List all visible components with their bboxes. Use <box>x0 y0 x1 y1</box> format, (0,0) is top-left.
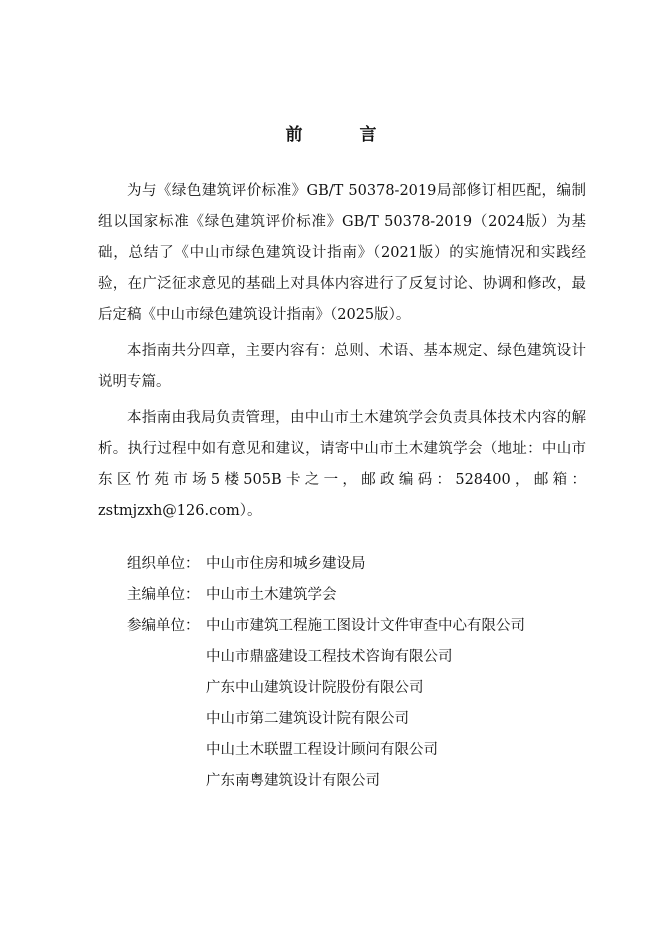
organizer-row <box>127 549 525 580</box>
participant-row <box>127 673 525 704</box>
paragraph-basis: 为与《绿色建筑评价标准》GB/T 50378-2019局部修订相匹配，编制组以国家标准《绿色建筑评价标准》GB/T 50378-2019（2024版）为基础，总结了《中山市绿色建筑设计指南》（2021版）的实施情况和实践经验，在广泛征求意见的基础上对具体内容进行了反复讨论、协调和修改，最后定稿《中山市绿色建筑设计指南》（2025版）。 <box>98 183 586 323</box>
participant-name: 广东南粤建筑设计有限公司 <box>206 773 380 789</box>
preface-body <box>98 176 586 532</box>
participant-row <box>127 611 525 642</box>
participant-name: 中山市第二建筑设计院有限公司 <box>206 711 409 727</box>
paragraph-management: 本指南由我局负责管理，由中山市土木建筑学会负责具体技术内容的解析。执行过程中如有意见和建议，请寄中山市土木建筑学会（地址：中山市东区竹苑市场5楼505B卡之一，邮政编码：528400，邮箱：zstmjzxh@126.com）。 <box>98 410 586 519</box>
organizer-label: 组织单位： <box>127 556 200 572</box>
participant-name: 中山市鼎盛建设工程技术咨询有限公司 <box>206 649 453 665</box>
units-list <box>127 549 525 797</box>
organizer-value: 中山市住房和城乡建设局 <box>206 556 366 572</box>
chief-editor-row <box>127 580 525 611</box>
paragraph-contents: 本指南共分四章，主要内容有：总则、术语、基本规定、绿色建筑设计说明专篇。 <box>98 343 586 390</box>
participant-name: 中山市建筑工程施工图设计文件审查中心有限公司 <box>206 618 525 634</box>
chief-editor-label: 主编单位： <box>127 587 200 603</box>
page-title: 前 言 <box>285 125 397 145</box>
participant-name: 广东中山建筑设计院股份有限公司 <box>206 680 424 696</box>
chief-editor-value: 中山市土木建筑学会 <box>206 587 337 603</box>
participants-label: 参编单位： <box>127 618 200 634</box>
participant-row <box>127 642 525 673</box>
participant-row <box>127 704 525 735</box>
participant-name: 中山土木联盟工程设计顾问有限公司 <box>206 742 438 758</box>
participant-row <box>127 735 525 766</box>
participant-row <box>127 766 525 797</box>
